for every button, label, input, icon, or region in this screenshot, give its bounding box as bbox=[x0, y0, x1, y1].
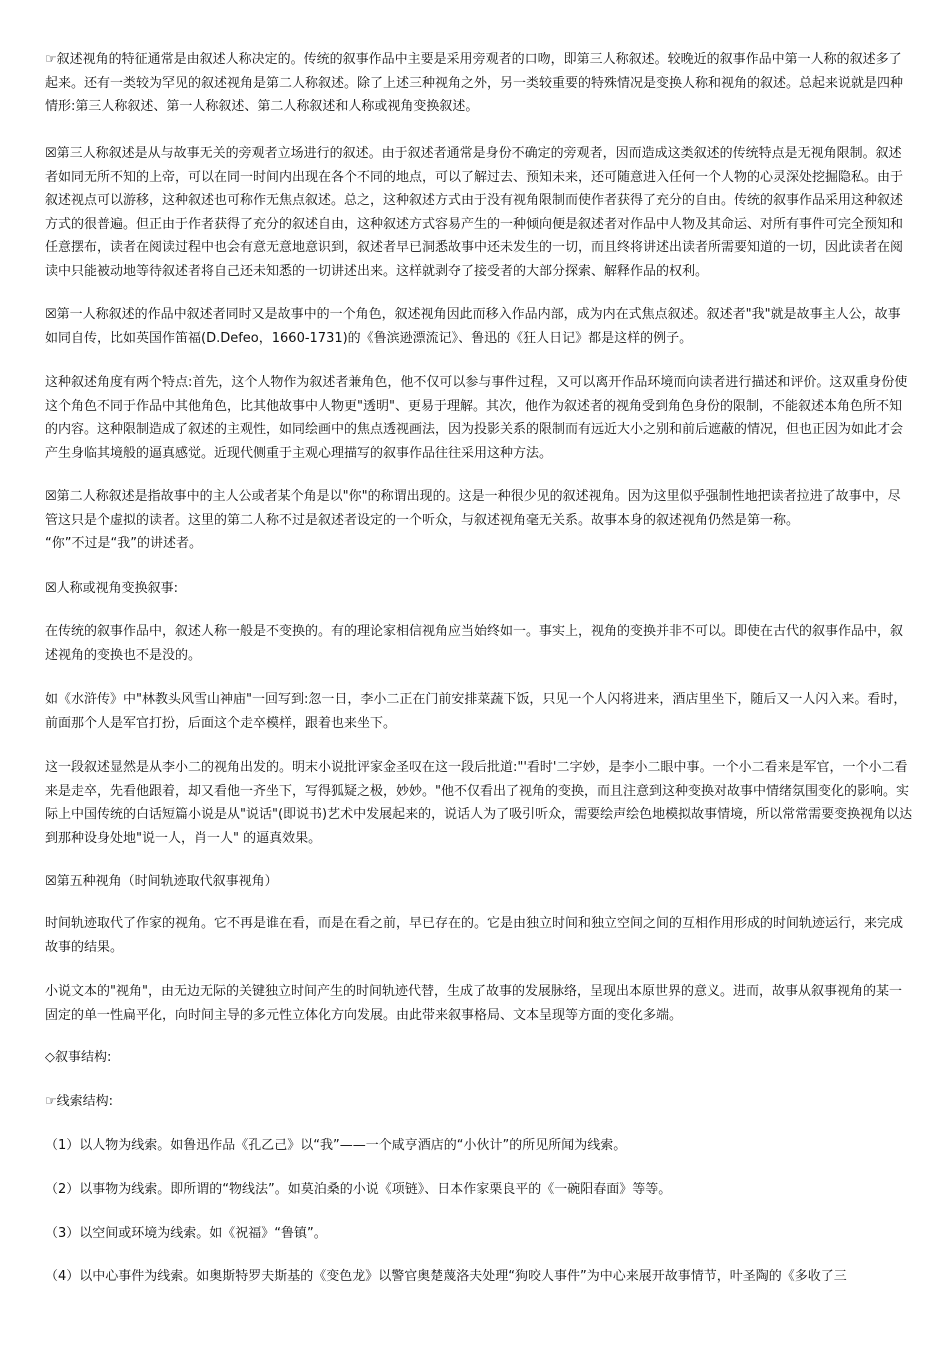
paragraph-second-person: ☒第二人称叙述是指故事中的主人公或者某个角是以"你"的称谓出现的。这是一种很少见的叙述视角。因为这里似乎强制性地把读者拉进了故事中，尽管这只是个虚拟的读者。这里的第二人称不过是叙述者设定的一个听众，与叙述视角毫无关系。故事本身的叙述视角仍然是第一称。 “你”不过是“我”的讲述者。 bbox=[45, 489, 901, 551]
paragraph-narrative-perspective-intro: ☞叙述视角的特征通常是由叙述人称决定的。传统的叙事作品中主要是采用旁观者的口吻，即第三人称叙述。较晚近的叙事作品中第一人称的叙述多了起来。还有一类较为罕见的叙述视角是第二人称叙述。除了上述三种视角之外，另一类较重要的特殊情况是变换人称和视角的叙述。总起来说就是四种情形:第三人称叙述、第一人称叙述、第二人称叙述和人称或视角变换叙述。 bbox=[45, 52, 904, 114]
paragraph-third-person: ☒第三人称叙述是从与故事无关的旁观者立场进行的叙述。由于叙述者通常是身份不确定的旁观者，因而造成这类叙述的传统特点是无视角限制。叙述者如同无所不知的上帝，可以在同一时间内出现在各个不同的地点，可以了解过去、预知未来，还可随意进入任何一个人物的心灵深处挖掘隐私。由于叙述视点可以游移，这种叙述也可称作无焦点叙述。总之，这种叙述方式由于没有视角限制而使作者获得了充分的自由。传统的叙事作品采用这种叙述方式的很普遍。但正由于作者获得了充分的叙述自由，这种叙述方式容易产生的一种倾向便是叙述者对作品中人物及其命运、对所有事件可完全预知和任意摆布，读者在阅读过程中也会有意无意地意识到，叙述者早已洞悉故事中还未发生的一切，而且终将讲述出读者所需要知道的一切，因此读者在阅读中只能被动地等待叙述者将自己还未知悉的一切讲述出来。这样就剥夺了接受者的大部分探索、解释作品的权利。 bbox=[45, 146, 904, 279]
paragraph-time-trajectory: 时间轨迹取代了作家的视角。它不再是谁在看，而是在看之前，早已存在的。它是由独立时间和独立空间之间的互相作用形成的时间轨迹运行，来完成故事的结果。 bbox=[45, 916, 904, 955]
list-item-clue-character: （1）以人物为线索。如鲁迅作品《孔乙己》以“我”——一个咸亨酒店的“小伙计”的所见所闻为线索。 bbox=[45, 1138, 627, 1153]
paragraph-perspective-shift: 在传统的叙事作品中，叙述人称一般是不变换的。有的理论家相信视角应当始终如一。事实上，视角的变换并非不可以。即使在古代的叙事作品中，叙述视角的变换也不是没的。 bbox=[45, 624, 904, 663]
paragraph-first-person-features: 这种叙述角度有两个特点:首先，这个人物作为叙述者兼角色，他不仅可以参与事件过程，又可以离开作品环境而向读者进行描述和评价。这双重身份使这个角色不同于作品中其他角色，比其他故事中人物更"透明"、更易于理解。其次，他作为叙述者的视角受到角色身份的限制，不能叙述本角色所不知的内容。这种限制造成了叙述的主观性，如同绘画中的焦点透视画法，因为投影关系的限制而有远近大小之别和前后遮蔽的情况，但也正因为如此才会产生身临其境般的逼真感觉。近现代侧重于主观心理描写的叙事作品往往采用这种方法。 bbox=[45, 375, 908, 461]
heading-narrative-structure: ◇叙事结构: bbox=[45, 1050, 112, 1065]
heading-fifth-perspective: ☒第五种视角（时间轨迹取代叙事视角） bbox=[45, 874, 278, 889]
list-item-clue-object: （2）以事物为线索。即所谓的“物线法”。如莫泊桑的小说《项链》、日本作家栗良平的《一碗阳春面》等等。 bbox=[45, 1182, 672, 1197]
heading-perspective-shift: ☒人称或视角变换叙事: bbox=[45, 581, 179, 596]
list-item-clue-space: （3）以空间或环境为线索。如《祝福》“鲁镇”。 bbox=[45, 1226, 327, 1241]
paragraph-novel-perspective: 小说文本的"视角"，由无边无际的关键独立时间产生的时间轨迹代替，生成了故事的发展脉络，呈现出本原世界的意义。进而，故事从叙事视角的某一固定的单一性扁平化，向时间主导的多元性立体化方向发展。由此带来叙事格局、文本呈现等方面的变化多端。 bbox=[45, 984, 902, 1023]
paragraph-first-person: ☒第一人称叙述的作品中叙述者同时又是故事中的一个角色，叙述视角因此而移入作品内部，成为内在式焦点叙述。叙述者"我"就是故事主人公，故事如同自传，比如英国作笛福(D.Defeo，1660-1731)的《鲁滨逊漂流记》、鲁迅的《狂人日记》都是这样的例子。 bbox=[45, 307, 901, 346]
paragraph-water-margin-example: 如《水浒传》中"林教头风雪山神庙"一回写到:忽一日，李小二正在门前安排菜蔬下饭，只见一个人闪将进来，酒店里坐下，随后又一人闪入来。看时，前面那个人是军官打扮，后面这个走卒模样，跟着也来坐下。 bbox=[45, 692, 907, 731]
heading-clue-structure: ☞线索结构: bbox=[45, 1094, 114, 1109]
list-item-clue-central-event: （4）以中心事件为线索。如奥斯特罗夫斯基的《变色龙》以警官奥楚蔑洛夫处理“狗咬人事件”为中心来展开故事情节，叶圣陶的《多收了三 bbox=[45, 1269, 847, 1284]
paragraph-jin-shengtan-commentary: 这一段叙述显然是从李小二的视角出发的。明末小说批评家金圣叹在这一段后批道:"'看时'二字妙，是李小二眼中事。一个小二看来是军官，一个小二看来是走卒，先看他跟着，却又看他一齐坐下，写得狐疑之极，妙妙。"他不仅看出了视角的变换，而且注意到这种变换对故事中情绪氛围变化的影响。实际上中国传统的白话短篇小说是从"说话"(即说书)艺术中发展起来的，说话人为了吸引听众，需要绘声绘色地模拟故事情境，所以常常需要变换视角以达到那种设身处地"说一人，肖一人" 的逼真效果。 bbox=[45, 760, 913, 846]
